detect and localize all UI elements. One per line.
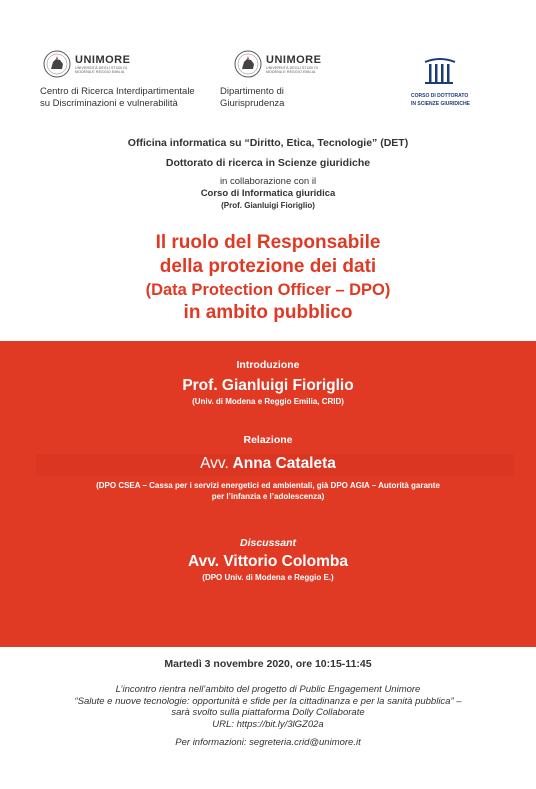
dottorato-line: Dottorato di ricerca in Scienze giuridiche <box>165 157 371 169</box>
corso-informatica-line: Corso di Informatica giuridica <box>200 188 336 199</box>
footer-info <box>0 684 536 730</box>
relazione-name: Anna Cataleta <box>232 455 336 472</box>
relazione-section <box>0 433 536 502</box>
footer-line2: “Salute e nuove tecnologie: opportunità e sfide per la cittadinanza e per la sanità pubblica” – <box>74 695 462 707</box>
footer-url[interactable]: URL: https://bit.ly/3lGZ02a <box>212 718 324 730</box>
relazione-prefix: Avv. <box>200 455 229 472</box>
logos-header <box>0 46 536 116</box>
title-line2: della protezione dei dati <box>159 256 377 277</box>
collaborazione-line: in collaborazione con il <box>219 176 317 187</box>
intro-affil: (Univ. di Modena e Reggio Emilia, CRID) <box>192 397 344 406</box>
title-line1: Il ruolo del Responsabile <box>155 232 381 253</box>
event-footer <box>0 657 536 749</box>
title-line4: in ambito pubblico <box>183 302 353 323</box>
corso-line1: CORSO DI DOTTORATO <box>411 93 469 99</box>
unimore-sub-2: MODENA E REGGIO EMILIA <box>266 69 316 74</box>
relazione-speaker <box>0 454 536 474</box>
discussant-label: Discussant <box>239 537 297 549</box>
officina-line: Officina informatica su “Diritto, Etica, Tecnologie” (DET) <box>127 137 409 149</box>
intro-section <box>0 358 536 407</box>
giurisprudenza-caption-line1: Dipartimento di <box>220 86 284 97</box>
relazione-affil-1: (DPO CSEA – Cassa per i servizi energetici ed ambientali, già DPO AGIA – Autorità garante <box>96 481 440 490</box>
intro-label: Introduzione <box>236 359 300 371</box>
program-band <box>0 341 536 647</box>
unimore-crid-logo <box>40 50 195 110</box>
unimore-seal-icon <box>43 50 71 78</box>
corso-dottorato-logo <box>411 56 491 107</box>
unimore-wordmark: UNIMORE <box>266 53 322 66</box>
crid-caption-line2: su Discriminazioni e vulnerabilità <box>40 98 178 109</box>
footer-line3: sarà svolto sulla piattaforma Dolly Collaborate <box>171 707 365 718</box>
crid-caption <box>40 86 195 110</box>
unimore-sub-2: MODENA E REGGIO EMILIA <box>75 69 125 74</box>
unimore-sub-1: UNIVERSITÀ DEGLI STUDI DI <box>266 65 319 70</box>
giurisprudenza-caption-line2: Giurisprudenza <box>220 98 285 109</box>
relazione-label: Relazione <box>243 434 293 446</box>
unimore-seal-icon <box>234 50 262 78</box>
footer-contact-email[interactable]: Per informazioni: segreteria.crid@unimore.it <box>175 737 361 748</box>
discussant-section <box>0 536 536 583</box>
giurisprudenza-caption <box>220 86 321 110</box>
corso-line2: IN SCIENZE GIURIDICHE <box>411 101 470 107</box>
columns-icon <box>423 56 457 86</box>
event-title <box>0 231 536 325</box>
crid-caption-line1: Centro di Ricerca Interdipartimentale <box>40 86 195 97</box>
footer-line1: L’incontro rientra nell’ambito del progetto di Public Engagement Unimore <box>115 684 421 695</box>
intro-speaker: Prof. Gianluigi Fioriglio <box>182 377 354 394</box>
unimore-sub-1: UNIVERSITÀ DEGLI STUDI DI <box>75 65 128 70</box>
discussant-speaker: Avv. Vittorio Colomba <box>188 553 348 570</box>
discussant-affil: (DPO Univ. di Modena e Reggio E.) <box>202 573 334 582</box>
relazione-affil-2: per l’infanzia e l’adolescenza) <box>211 492 325 501</box>
prof-line: (Prof. Gianluigi Fioriglio) <box>221 201 315 210</box>
event-header <box>0 136 536 211</box>
unimore-giurisprudenza-logo <box>220 50 322 110</box>
title-line3: (Data Protection Officer – DPO) <box>145 281 391 299</box>
event-date: Martedì 3 novembre 2020, ore 10:15-11:45 <box>164 658 372 670</box>
unimore-wordmark: UNIMORE <box>75 53 131 66</box>
